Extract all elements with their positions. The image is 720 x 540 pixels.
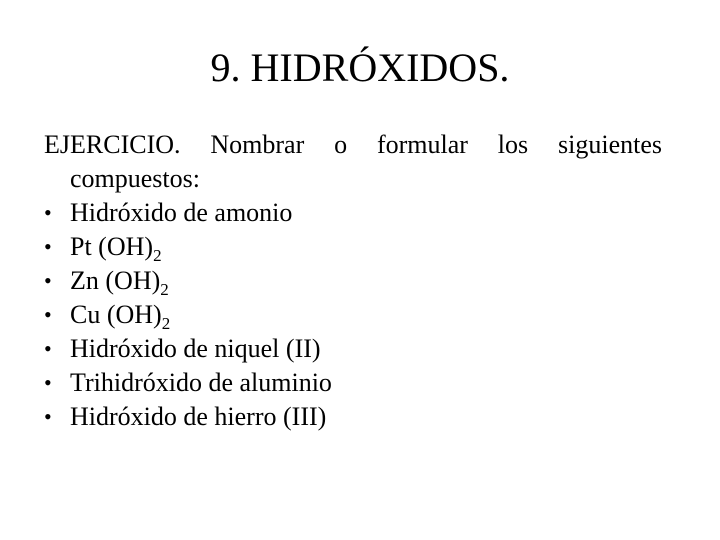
bullet-icon: • xyxy=(44,370,52,395)
page-title: 9. HIDRÓXIDOS. xyxy=(210,45,510,90)
exercise-instruction-line1: Nombrar o formular los siguientes xyxy=(210,130,662,159)
bullet-icon: • xyxy=(44,200,52,225)
exercise-instruction-line2: compuestos: xyxy=(70,164,200,193)
slide-content xyxy=(44,128,662,434)
list-item xyxy=(44,264,662,298)
item-text: Hidróxido de amonio xyxy=(70,198,293,227)
bullet-icon: • xyxy=(44,336,52,361)
list-item xyxy=(44,298,662,332)
compound-list xyxy=(44,196,662,434)
exercise-label: EJERCICIO. xyxy=(44,130,181,159)
list-item xyxy=(44,332,662,366)
item-text: Pt (OH) xyxy=(70,232,154,261)
bullet-icon: • xyxy=(44,234,52,259)
item-subscript: 2 xyxy=(160,280,169,299)
item-subscript: 2 xyxy=(153,246,162,265)
item-text: Zn (OH) xyxy=(70,266,161,295)
list-item xyxy=(44,230,662,264)
bullet-icon: • xyxy=(44,268,52,293)
exercise-instruction xyxy=(44,128,662,162)
list-item xyxy=(44,400,662,434)
item-text: Hidróxido de hierro (III) xyxy=(70,402,327,431)
bullet-icon: • xyxy=(44,404,52,429)
item-subscript: 2 xyxy=(161,314,171,333)
item-text: Cu (OH) xyxy=(70,300,162,329)
item-text: Trihidróxido de aluminio xyxy=(70,368,332,397)
item-text: Hidróxido de niquel (II) xyxy=(70,334,321,363)
bullet-icon: • xyxy=(44,302,52,327)
list-item xyxy=(44,366,662,400)
list-item xyxy=(44,196,662,230)
